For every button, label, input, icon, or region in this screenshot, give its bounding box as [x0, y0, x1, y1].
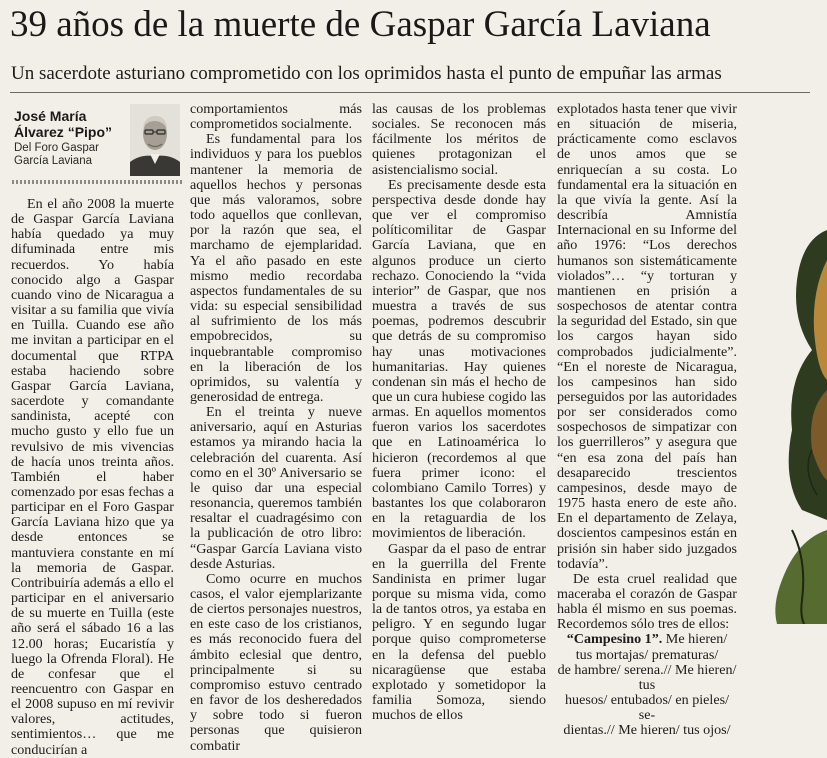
paragraph: explotados hasta tener que vivir en situación de miseria, prácticamente como esclavos de unos amos que se enriquecían a su costa. Lo fundamental era la situación en la que vivía la gente. Así la describía Amnistía Internacional en su Informe del año 1976: “Los derechos humanos son sistemáticamente violados”… “y torturan y mantienen en prisión a sospechosos de atentar contra la seguridad del Estado, sin que los cargos hayan sido comprobados judicialmente”. “En el noreste de Nicaragua, los campesinos han sido perseguidos por las autoridades por ser considerados como sospechosos de simpatizar con los guerrilleros” y asegura que “en esa zona del país han desaparecido trescientos campesinos, desde mayo de 1975 hasta enero de este año. En el departamento de Zelaya, doscientos campesinos están en prisión sin haber sido juzgados todavía”. [557, 101, 737, 572]
author-photo [130, 104, 180, 176]
paragraph: Es precisamente desde esta perspectiva desde donde hay que ver el compromiso políticomilitar de Gaspar García Laviana, que en algunos produce un cierto rechazo. Conociendo la “vida interior” de Gaspar, que nos muestra a través de sus poemas, podremos descubrir que detrás de su compromiso hay unas motivaciones humanitarias. Hay quienes condenan sin más el hecho de que un cura hubiese cogido las armas. En aquellos momentos fueron varios los sacerdotes que en Latinoamérica lo hicieron (recordemos al que fuera primer icono: el colombiano Camilo Torres) y bastantes los que colaboraron en la retaguardia de los movimientos de liberación. [372, 176, 546, 542]
poem-line: huesos/ entubados/ en pieles/ se- [564, 692, 729, 724]
article-column-3 [372, 102, 546, 723]
paragraph: Gaspar da el paso de entrar en la guerrilla del Frente Sandinista en primer lugar porque su misma vida, como la de tantos otros, ya estaba en peligro. Y en segundo lugar porque quiso comprometerse en la defensa del pueblo nicaragüense que estaba explotado y sometidopor la familia Somoza, siendo muchos de ellos [372, 540, 546, 724]
byline [14, 108, 129, 168]
author-name-line1: José María [14, 108, 87, 124]
byline-divider [12, 180, 182, 184]
poem-excerpt [557, 632, 737, 738]
poem-line: dientas.// Me hieren/ tus ojos/ [563, 722, 731, 739]
illustration-fragment [742, 200, 827, 624]
poem-line [557, 632, 737, 647]
poem-title: “Campesino 1”. [566, 631, 663, 648]
header-rule [10, 92, 810, 93]
headline: 39 años de la muerte de Gaspar García Laviana [10, 4, 711, 45]
poem-line-text: Me hieren/ [662, 631, 728, 648]
article-column-1 [11, 197, 174, 758]
paragraph: comportamientos más comprometidos socialmente. [190, 101, 362, 133]
paragraph: En el año 2008 la muerte de Gaspar García Laviana había quedado ya muy difuminada entre mis recuerdos. Yo había conocido algo a Gaspar cuando vino de Nicaragua a visitar a su familia que vivía en Tuilla. Cuando ese año me invitan a participar en el documental que RTPA estaba haciendo sobre Gaspar García Laviana, sacerdote y comandante sandinista, acepté con mucho gusto y ello fue un revulsivo de mis vivencias de hacía unos treinta años. También el haber comenzado por esas fechas a participar en el Foro Gaspar García Laviana hizo que ya desde entonces se mantuviera constante en mí la memoria de Gaspar. Contribuiría además a ello el participar en el aniversario de su muerte en Tuilla (este año será el sábado 16 a las 12.00 horas; Eucaristía y luego la Ofrenda Floral). He de confesar que el reencuentro con Gaspar en el 2008 supuso en mí revivir valores, actitudes, sentimientos… que me conducirían a [11, 196, 174, 758]
author-affiliation: Del Foro Gaspar García Laviana [14, 142, 100, 167]
poem-line: tus mortajas/ prematuras/ [575, 646, 719, 663]
author-name-line2: Álvarez “Pipo” [14, 124, 113, 140]
article-column-2 [190, 102, 362, 754]
article-column-4 [557, 102, 737, 739]
paragraph: De esta cruel realidad que maceraba el corazón de Gaspar habla él mismo en sus poemas. Recordemos sólo tres de ellos: [557, 570, 737, 633]
paragraph: las causas de los problemas sociales. Se reconocen más fácilmente los méritos de quienes protagonizan el asistencialismo social. [372, 101, 546, 178]
subheadline: Un sacerdote asturiano comprometido con los oprimidos hasta el punto de empuñar las armas [11, 63, 722, 84]
paragraph: Como ocurre en muchos casos, el valor ejemplarizante de ciertos personajes nuestros, en este caso de los cristianos, es más reconocido fuera del ámbito eclesial que dentro, principalmente si su compromiso estuvo centrado en favor de los desheredados y sobre todo si fueron personas que quisieron combatir [190, 570, 362, 754]
paragraph: En el treinta y nueve aniversario, aquí en Asturias estamos ya mirando hacia la celebración del cuarenta. Así como en el 30º Aniversario se le quiso dar una especial resonancia, queremos también resaltar el cuadragésimo con la publicación de otro libro: “Gaspar García Laviana visto desde Asturias. [190, 404, 362, 572]
paragraph: Es fundamental para los individuos y para los pueblos mantener la memoria de aquellos hechos y personas que más valoramos, sobre todo aquellos que conllevan, por la razón que sea, el marchamo de ejemplaridad. Ya el año pasado en este mismo medio recordaba aspectos fundamentales de su vida: su especial sensibilidad al sufrimiento de los más empobrecidos, su inquebrantable compromiso en la liberación de los oprimidos, su valentía y generosidad de entrega. [190, 131, 362, 405]
poem-line: de hambre/ serena.// Me hieren/ tus [557, 661, 737, 693]
